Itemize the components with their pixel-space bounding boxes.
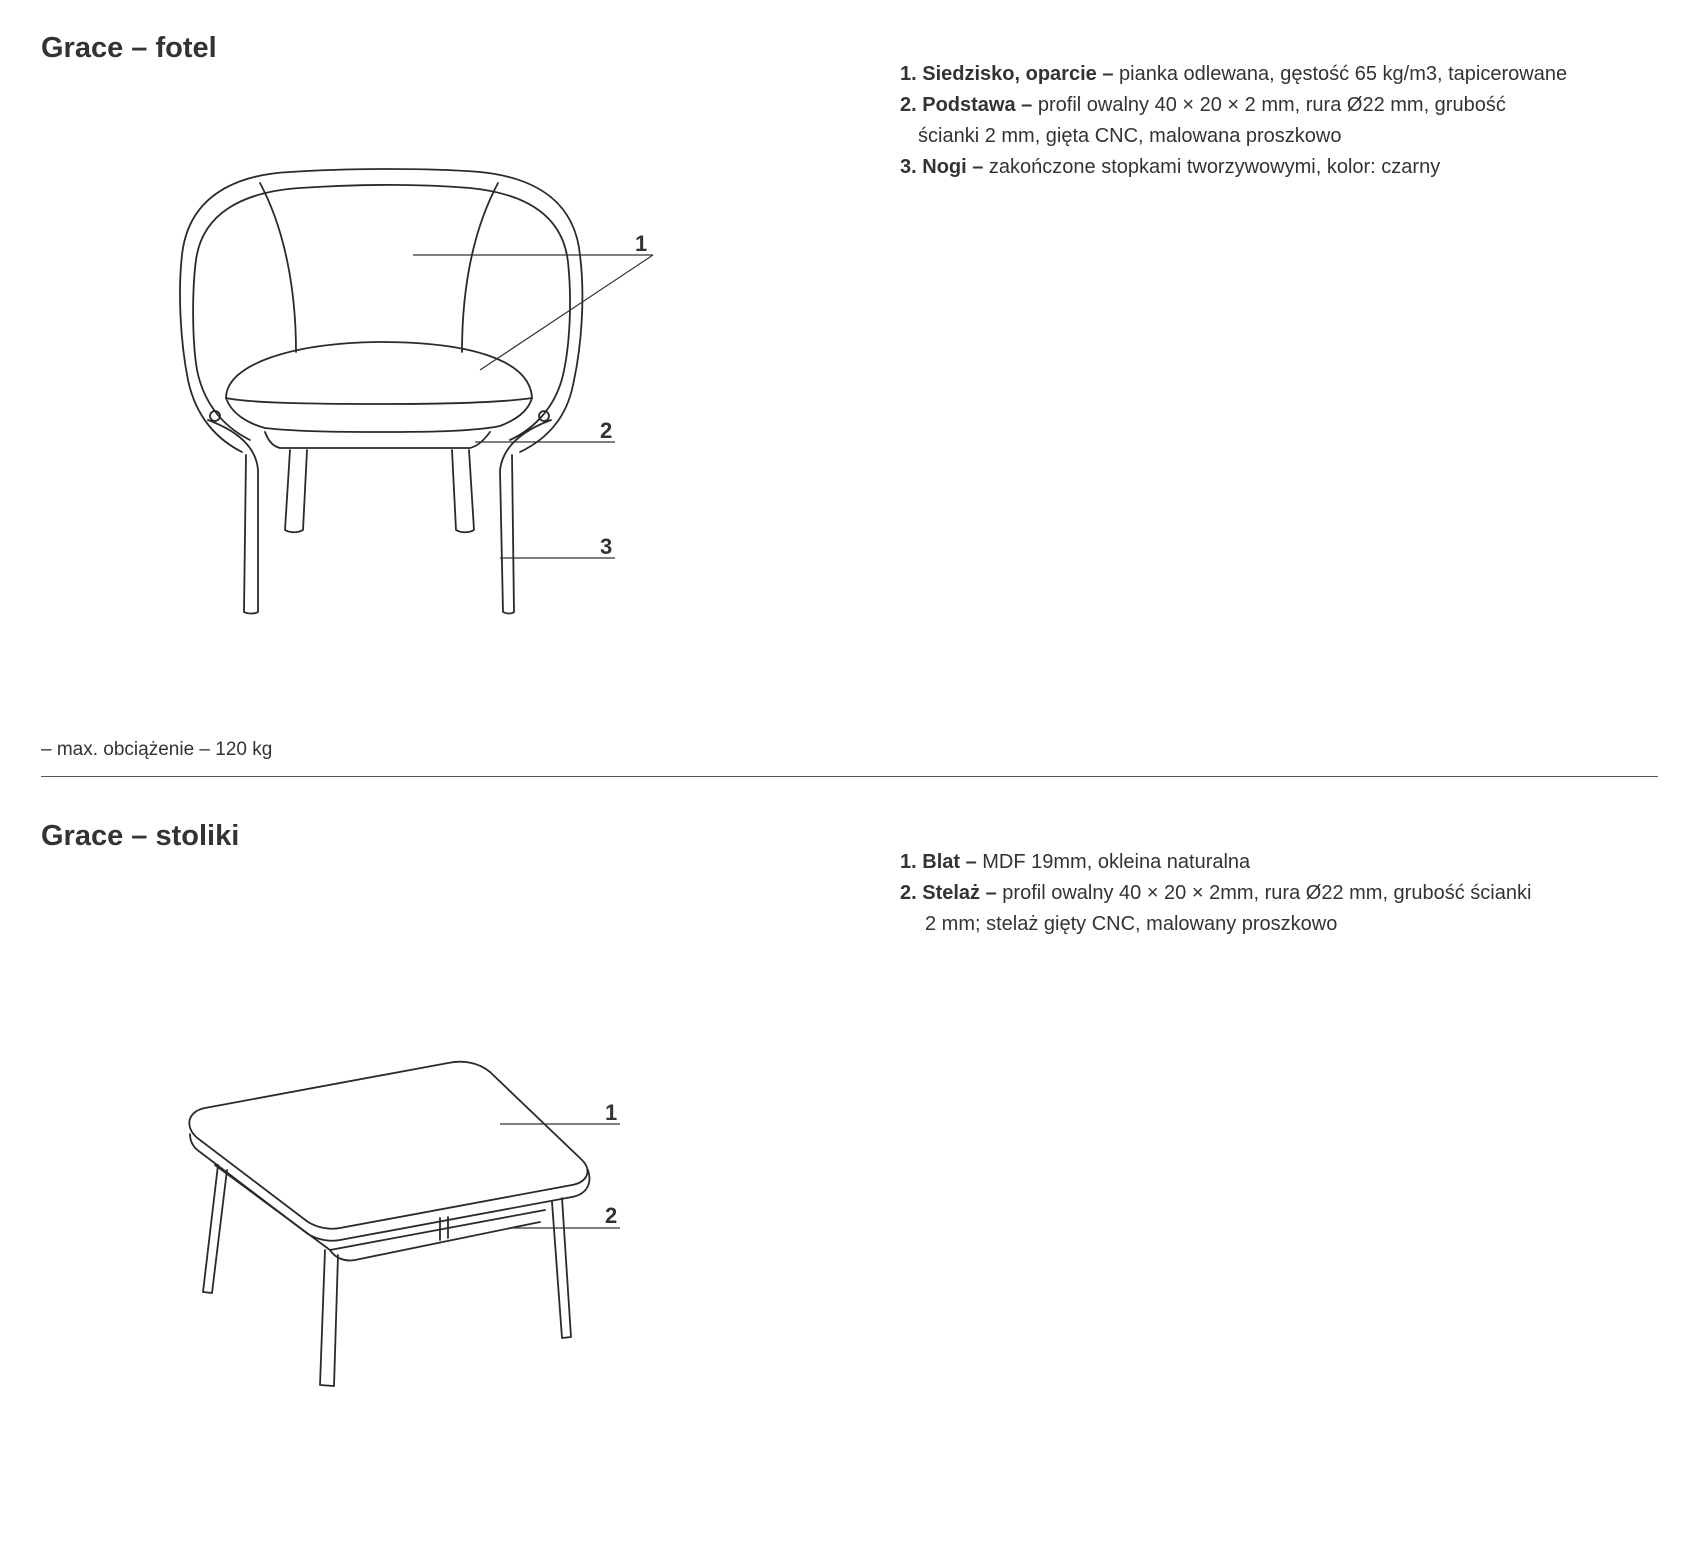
table-drawing — [189, 1062, 620, 1386]
callout-2: 2 — [600, 418, 613, 443]
spec-key: Stelaż – — [922, 882, 997, 904]
section-divider — [41, 776, 1658, 777]
spec-text: profil owalny 40 × 20 × 2mm, rura Ø22 mm, grubość ścianki — [996, 882, 1532, 904]
spec-key: Blat – — [922, 851, 977, 873]
max-load-note: – max. obciążenie – 120 kg — [41, 739, 273, 760]
spec-number: 2. — [900, 882, 917, 904]
spec-key: Siedzisko, oparcie – — [922, 63, 1114, 85]
spec-number: 2. — [900, 94, 917, 116]
table-callout-1: 1 — [605, 1100, 618, 1125]
spec-key: Nogi – — [922, 156, 984, 178]
callout-3: 3 — [600, 534, 613, 559]
spec-text: profil owalny 40 × 20 × 2 mm, rura Ø22 mm, grubość — [1032, 94, 1506, 116]
spec-number: 1. — [900, 63, 917, 85]
tables-section-title: Grace – stoliki — [41, 820, 240, 852]
spec-text: zakończone stopkami tworzywowymi, kolor: czarny — [983, 156, 1441, 178]
callout-1: 1 — [635, 231, 648, 256]
spec-continuation: 2 mm; stelaż gięty CNC, malowany proszkowo — [925, 913, 1338, 935]
armchair-section-title: Grace – fotel — [41, 32, 217, 64]
spec-item — [900, 878, 1531, 940]
spec-number: 1. — [900, 851, 917, 873]
spec-item — [900, 847, 1531, 878]
armchair-drawing — [180, 169, 653, 614]
tables-spec-list — [900, 847, 1531, 940]
spec-text: MDF 19mm, okleina naturalna — [976, 851, 1251, 873]
spec-number: 3. — [900, 156, 917, 178]
spec-continuation: ścianki 2 mm, gięta CNC, malowana proszkowo — [918, 125, 1342, 147]
spec-key: Podstawa – — [922, 94, 1033, 116]
spec-text: pianka odlewana, gęstość 65 kg/m3, tapicerowane — [1113, 63, 1568, 85]
table-callout-2: 2 — [605, 1203, 618, 1228]
